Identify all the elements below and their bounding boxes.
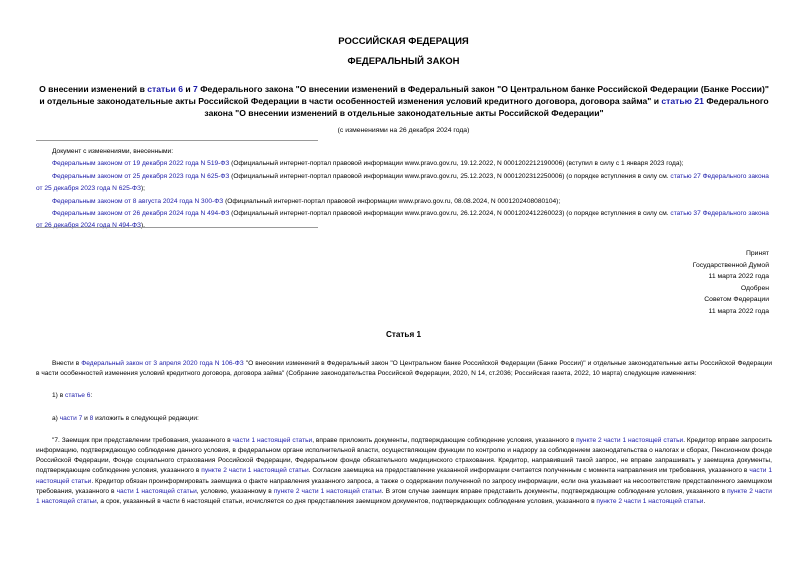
paragraph: [36, 391, 772, 401]
law-106-link[interactable]: Федеральный закон от 3 апреля 2020 года N 106-ФЗ: [81, 360, 244, 367]
history-item: [36, 196, 772, 208]
paragraph-text: "7. Заемщик при представлении требования, указанного в: [52, 436, 233, 444]
history-intro: Документ с изменениями, внесенными:: [52, 148, 174, 155]
history-article-link[interactable]: статью 37 Федерального закона от 26 декабря 2024 года N 494-ФЗ: [36, 210, 769, 230]
paragraph-text: и: [82, 414, 90, 422]
paragraph-text: 1) в: [52, 392, 66, 400]
country-heading: РОССИЙСКАЯ ФЕДЕРАЦИЯ: [338, 36, 469, 47]
adopted-date: 11 марта 2022 года: [708, 273, 769, 281]
history-item-text: );: [140, 185, 145, 193]
cross-ref-link[interactable]: пункте 2 части 1 настоящей статьи: [201, 467, 309, 475]
history-item-text: ).: [140, 222, 145, 230]
history-item: [36, 171, 772, 196]
title-link-article-21[interactable]: статью 21: [661, 96, 704, 106]
history-law-link[interactable]: Федеральным законом от 8 августа 2024 года N 300-ФЗ: [52, 197, 224, 205]
paragraph-text: :: [90, 392, 93, 400]
paragraph: [36, 414, 772, 424]
paragraph-text: , условию, указанному в: [196, 487, 274, 495]
adopted-label: Принят: [745, 250, 769, 257]
history-item-text: (Официальный интернет-портал правовой информации www.pravo.gov.ru, 26.12.2024, N 0001202412260023) (о порядке вступления в силу см.: [229, 210, 671, 218]
approved-label: Одобрен: [740, 284, 769, 292]
paragraph-text: . В этом случае заемщик вправе представить документы, подтверждающие соблюдение условия, указанного в: [381, 487, 728, 495]
history-item-text: (Официальный интернет-портал правовой информации www.pravo.gov.ru, 08.08.2024, N 0001202408080104);: [223, 197, 561, 205]
history-item: [36, 208, 772, 233]
cross-ref-link[interactable]: пункте 2 части 1 настоящей статьи: [36, 487, 772, 506]
law-type-heading: ФЕДЕРАЛЬНЫЙ ЗАКОН: [347, 56, 460, 67]
history-law-link[interactable]: Федеральным законом от 19 декабря 2022 года N 519-ФЗ: [52, 160, 230, 168]
article-body: [36, 359, 772, 507]
paragraph-text: . Согласие заемщика на предоставление указанной информации считается полученным с момента направления им требования, указанного в: [308, 467, 750, 475]
history-item-text: (Официальный интернет-портал правовой информации www.pravo.gov.ru, 19.12.2022, N 0001202212190006) (вступил в силу с 1 января 2023 года);: [229, 160, 684, 168]
paragraph-text: . Кредитор вправе запросить информацию, подтверждающую соблюдение данного условия, в федеральном органе исполнительной власти, осуществляющем функции по контролю и надзору за соблюдением законодательства о налогах и сборах, Пенсионном фонде Российской Федерации, Фонде социального страхования Российской Федерации, Федеральном фонде обязательного медицинского страхования. Кредитор, направивший такой запрос, не вправе запрашивать у заемщика документы, подтверждающие соблюдение условия, указанного в: [36, 436, 772, 475]
history-item-text: (Официальный интернет-портал правовой информации www.pravo.gov.ru, 25.12.2023, N 0001202312250006) (о порядке вступления в силу см.: [229, 172, 671, 180]
title-text: Федерального закона "О внесении изменений в Федеральный закон "О Центральном банке Российской Федерации (Банке России)" и отдельные законодательные акты Российской Федерации в части особенностей изменения условий кредитного договора, договора займа" и: [39, 84, 769, 106]
title-text: и: [182, 84, 194, 94]
cross-ref-link[interactable]: части 1 настоящей статьи: [36, 467, 773, 485]
article-6-link[interactable]: статье 6: [65, 392, 91, 400]
edition-note: (с изменениями на 26 декабря 2024 года): [337, 127, 470, 134]
history-item: [36, 158, 772, 170]
law-title: [36, 83, 772, 119]
adopted-by: Государственной Думой: [692, 261, 769, 269]
part-7-link[interactable]: части 7: [59, 414, 83, 422]
title-link-article-7[interactable]: 7: [193, 84, 198, 94]
title-text: О внесении изменений в: [39, 84, 148, 94]
part-8-link[interactable]: 8: [89, 414, 94, 422]
cross-ref-link[interactable]: пункте 2 части 1 настоящей статьи: [596, 498, 704, 506]
paragraph-text: Внести в: [52, 360, 82, 367]
cross-ref-link[interactable]: пункте 2 части 1 настоящей статьи: [576, 436, 684, 444]
cross-ref-link[interactable]: пункте 2 части 1 настоящей статьи: [273, 487, 382, 495]
history-article-link[interactable]: статью 27 Федерального закона от 25 декабря 2023 года N 625-ФЗ: [36, 172, 769, 193]
cross-ref-link[interactable]: части 1 настоящей статьи: [116, 487, 197, 495]
cross-ref-link[interactable]: части 1 настоящей статьи: [232, 436, 313, 444]
paragraph-text: , вправе приложить документы, подтверждающие соблюдение условия, указанного в: [312, 436, 577, 444]
paragraph-text: "О внесении изменений в Федеральный закон "О Центральном банке Российской Федерации (Банке России)" и отдельные законодательные акты Российской Федерации в части особенностей изменения условий кредитного договора, договора займа" (Собрание законодательства Российской Федерации, 2020, N 14, ст.2036; Российская газета, 2022, 10 марта) следующие изменения:: [36, 360, 772, 378]
approved-date: 11 марта 2022 года: [708, 307, 769, 315]
paragraph-text: . Кредитор обязан проинформировать заемщика о факте направления указанного запроса, а также о содержании полученной по запросу информации, если она указывает на несоответствие представленного заемщиком требования, указанного в: [36, 477, 772, 495]
paragraph: [36, 359, 772, 379]
paragraph: [36, 436, 772, 507]
adoption-block: [569, 248, 769, 318]
history-law-link[interactable]: Федеральным законом от 25 декабря 2023 года N 625-ФЗ: [52, 172, 230, 180]
approved-by: Советом Федерации: [704, 296, 769, 304]
title-text: Федерального закона "О внесении изменений в отдельные законодательные акты Российской Федерации": [204, 96, 769, 118]
paragraph-text: .: [703, 498, 706, 506]
divider-top: [36, 140, 318, 141]
paragraph-text: а): [52, 414, 60, 422]
divider-bottom: [36, 227, 318, 228]
paragraph-text: изложить в следующей редакции:: [93, 414, 199, 422]
paragraph-text: , а срок, указанный в части 6 настоящей статьи, исчисляется со дня представления заемщиком документов, подтверждающих соблюдение условия, указанного в: [96, 498, 597, 506]
history-law-link[interactable]: Федеральным законом от 26 декабря 2024 года N 494-ФЗ: [52, 210, 230, 218]
article-heading: Статья 1: [385, 330, 422, 339]
amendment-history: [36, 146, 772, 233]
title-link-article-6[interactable]: статьи 6: [147, 84, 183, 94]
